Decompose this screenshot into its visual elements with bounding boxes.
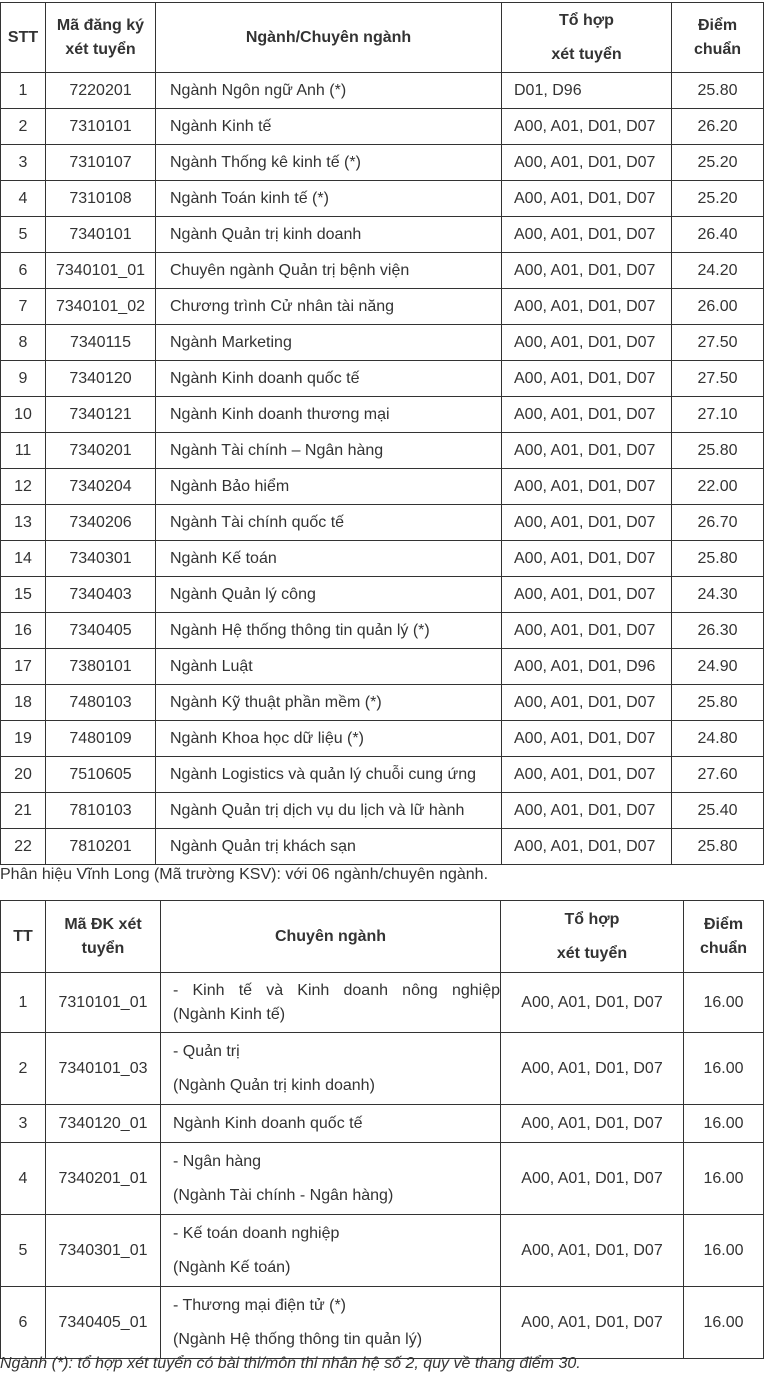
row-stt: 22 [1,829,46,865]
row-stt: 14 [1,541,46,577]
row-stt: 9 [1,361,46,397]
row-major [161,1287,501,1359]
table-row [1,469,764,505]
header-score-line1: Điểm [697,16,738,34]
row-score: 24.20 [672,253,764,289]
row-code: 7340403 [46,577,156,613]
row-combo: A00, A01, D01, D07 [502,109,672,145]
table-row [1,1215,764,1287]
table-row [1,721,764,757]
row-stt: 6 [1,253,46,289]
row-combo: A00, A01, D01, D07 [502,397,672,433]
row-combo: A00, A01, D01, D07 [501,1033,684,1105]
table-row [1,541,764,577]
table-row [1,253,764,289]
table-row [1,793,764,829]
row-code: 7220201 [46,73,156,109]
row-combo: A00, A01, D01, D07 [501,1215,684,1287]
row-score: 24.90 [672,649,764,685]
row-major: Ngành Toán kinh tế (*) [156,181,502,217]
row-major: Ngành Quản lý công [156,577,502,613]
row-tt: 3 [1,1105,46,1143]
row-major-line2: (Ngành Quản trị kinh doanh) [173,1076,375,1094]
row-code: 7340101_02 [46,289,156,325]
row-major-line2: (Ngành Kế toán) [173,1258,291,1276]
row-major-line2: (Ngành Hệ thống thông tin quản lý) [173,1330,423,1348]
row-score: 16.00 [684,1215,764,1287]
row-code: 7310101 [46,109,156,145]
row-code: 7340120 [46,361,156,397]
row-combo: A00, A01, D01, D07 [501,1105,684,1143]
row-score: 26.20 [672,109,764,145]
row-combo: D01, D96 [502,73,672,109]
row-score: 24.30 [672,577,764,613]
table-row [1,577,764,613]
row-code: 7310101_01 [46,973,161,1033]
row-major [161,1143,501,1215]
branch-caption: Phân hiệu Vĩnh Long (Mã trường KSV): với 06 ngành/chuyên ngành. [0,866,489,883]
row-major-line1: - Quản trị [173,1042,240,1060]
row-code: 7310108 [46,181,156,217]
table-row [1,649,764,685]
row-score: 16.00 [684,1033,764,1105]
row-combo: A00, A01, D01, D07 [502,289,672,325]
row-major: Ngành Bảo hiểm [156,469,502,505]
row-score: 25.80 [672,829,764,865]
row-major: Ngành Kinh doanh quốc tế [156,361,502,397]
row-tt: 1 [1,973,46,1033]
row-code: 7480109 [46,721,156,757]
row-major [161,1215,501,1287]
row-major: Ngành Quản trị kinh doanh [156,217,502,253]
row-stt: 17 [1,649,46,685]
table-row [1,181,764,217]
row-major-line2: (Ngành Tài chính - Ngân hàng) [173,1186,394,1204]
row-combo: A00, A01, D01, D07 [502,253,672,289]
row-stt: 10 [1,397,46,433]
row-score: 26.30 [672,613,764,649]
header-major: Chuyên ngành [161,901,501,973]
row-stt: 19 [1,721,46,757]
table-row [1,757,764,793]
row-combo: A00, A01, D01, D07 [502,325,672,361]
row-score: 25.80 [672,685,764,721]
row-code: 7340405_01 [46,1287,161,1359]
header-code [46,3,156,73]
row-code: 7310107 [46,145,156,181]
row-score: 26.40 [672,217,764,253]
row-stt: 13 [1,505,46,541]
header-combo-line1: Tổ hợp [564,910,620,928]
row-score: 25.20 [672,181,764,217]
row-major-line1: - Kế toán doanh nghiệp [173,1224,340,1242]
row-major: Ngành Marketing [156,325,502,361]
row-major-line1: Ngành Kinh doanh quốc tế [173,1114,363,1132]
header-tt: TT [1,901,46,973]
row-major: Ngành Quản trị khách sạn [156,829,502,865]
header-major: Ngành/Chuyên ngành [156,3,502,73]
row-code: 7340201_01 [46,1143,161,1215]
row-code: 7340101_03 [46,1033,161,1105]
table-row [1,361,764,397]
row-major: Ngành Ngôn ngữ Anh (*) [156,73,502,109]
row-code: 7340121 [46,397,156,433]
row-code: 7510605 [46,757,156,793]
row-stt: 15 [1,577,46,613]
row-stt: 5 [1,217,46,253]
header-code-line2: xét tuyển [65,40,136,58]
row-code: 7340204 [46,469,156,505]
row-major [161,973,501,1033]
row-combo: A00, A01, D01, D07 [501,1287,684,1359]
row-code: 7340206 [46,505,156,541]
row-score: 27.50 [672,325,764,361]
row-stt: 1 [1,73,46,109]
header-combo-line2: xét tuyển [556,944,628,962]
header-code-line2: tuyển [81,939,125,957]
row-major: Ngành Luật [156,649,502,685]
table-row [1,685,764,721]
header-code-line1: Mã đăng ký [56,16,145,34]
row-combo: A00, A01, D01, D07 [502,793,672,829]
row-stt: 2 [1,109,46,145]
row-combo: A00, A01, D01, D07 [502,721,672,757]
row-major: Ngành Thống kê kinh tế (*) [156,145,502,181]
branch-scores-table [0,900,764,1359]
header-score-line2: chuẩn [699,939,748,957]
row-stt: 3 [1,145,46,181]
row-code: 7810103 [46,793,156,829]
row-score: 22.00 [672,469,764,505]
row-code: 7340301_01 [46,1215,161,1287]
row-tt: 5 [1,1215,46,1287]
row-score: 25.80 [672,541,764,577]
table-row [1,325,764,361]
table-row [1,1105,764,1143]
table-row [1,73,764,109]
header-stt: STT [1,3,46,73]
row-stt: 20 [1,757,46,793]
row-combo: A00, A01, D01, D07 [502,613,672,649]
row-stt: 11 [1,433,46,469]
row-score: 27.50 [672,361,764,397]
row-score: 16.00 [684,1287,764,1359]
row-combo: A00, A01, D01, D07 [501,1143,684,1215]
row-code: 7340301 [46,541,156,577]
row-major: Chương trình Cử nhân tài năng [156,289,502,325]
row-score: 26.00 [672,289,764,325]
row-score: 27.10 [672,397,764,433]
row-tt: 2 [1,1033,46,1105]
row-major: Ngành Kinh tế [156,109,502,145]
row-code: 7340101 [46,217,156,253]
row-code: 7340405 [46,613,156,649]
row-code: 7340201 [46,433,156,469]
row-major: Ngành Tài chính quốc tế [156,505,502,541]
table-row [1,433,764,469]
row-major: Ngành Kinh doanh thương mại [156,397,502,433]
row-combo: A00, A01, D01, D07 [502,361,672,397]
row-score: 16.00 [684,973,764,1033]
header-score [684,901,764,973]
table-row [1,145,764,181]
row-code: 7340115 [46,325,156,361]
row-combo: A00, A01, D01, D07 [502,829,672,865]
row-major: Ngành Quản trị dịch vụ du lịch và lữ hành [156,793,502,829]
row-score: 27.60 [672,757,764,793]
row-stt: 8 [1,325,46,361]
admission-scores-table [0,2,764,865]
row-tt: 4 [1,1143,46,1215]
table-row [1,1287,764,1359]
row-combo: A00, A01, D01, D96 [502,649,672,685]
row-combo: A00, A01, D01, D07 [502,469,672,505]
row-score: 16.00 [684,1105,764,1143]
header-score-line2: chuẩn [693,40,742,58]
row-combo: A00, A01, D01, D07 [502,757,672,793]
row-score: 25.40 [672,793,764,829]
row-combo: A00, A01, D01, D07 [502,685,672,721]
table-row [1,973,764,1033]
table-row [1,613,764,649]
row-code: 7810201 [46,829,156,865]
header-score-line1: Điểm [703,915,744,933]
header-score [672,3,764,73]
header-combo-line2: xét tuyển [551,45,622,63]
row-combo: A00, A01, D01, D07 [502,541,672,577]
row-code: 7480103 [46,685,156,721]
header-combo [502,3,672,73]
row-major-line1: - Kinh tế và Kinh doanh nông nghiệp [173,981,500,999]
row-combo: A00, A01, D01, D07 [502,145,672,181]
row-score: 16.00 [684,1143,764,1215]
row-stt: 12 [1,469,46,505]
row-combo: A00, A01, D01, D07 [502,433,672,469]
row-combo: A00, A01, D01, D07 [502,217,672,253]
table-row [1,829,764,865]
table-row [1,397,764,433]
table-row [1,1143,764,1215]
table-row [1,289,764,325]
row-stt: 21 [1,793,46,829]
row-stt: 18 [1,685,46,721]
row-score: 26.70 [672,505,764,541]
table-header-row [1,3,764,73]
row-score: 25.80 [672,433,764,469]
row-major: Ngành Hệ thống thông tin quản lý (*) [156,613,502,649]
row-code: 7340120_01 [46,1105,161,1143]
footnote: Ngành (*): tổ hợp xét tuyển có bài thi/môn thi nhân hệ số 2, quy về thang điểm 30. [0,1355,581,1372]
row-major: Ngành Kỹ thuật phần mềm (*) [156,685,502,721]
row-stt: 4 [1,181,46,217]
row-combo: A00, A01, D01, D07 [502,577,672,613]
table-row [1,109,764,145]
row-tt: 6 [1,1287,46,1359]
header-code [46,901,161,973]
row-score: 25.80 [672,73,764,109]
row-combo: A00, A01, D01, D07 [502,181,672,217]
row-code: 7340101_01 [46,253,156,289]
row-combo: A00, A01, D01, D07 [502,505,672,541]
row-combo: A00, A01, D01, D07 [501,973,684,1033]
table-header-row [1,901,764,973]
row-code: 7380101 [46,649,156,685]
row-major [161,1105,501,1143]
row-major [161,1033,501,1105]
row-score: 24.80 [672,721,764,757]
row-major: Ngành Khoa học dữ liệu (*) [156,721,502,757]
row-major-line1: - Thương mại điện tử (*) [173,1296,347,1314]
row-major: Ngành Kế toán [156,541,502,577]
header-combo [501,901,684,973]
row-major: Ngành Logistics và quản lý chuỗi cung ứng [156,757,502,793]
row-major: Chuyên ngành Quản trị bệnh viện [156,253,502,289]
table-row [1,505,764,541]
row-major-line1: - Ngân hàng [173,1152,262,1170]
row-major: Ngành Tài chính – Ngân hàng [156,433,502,469]
header-combo-line1: Tổ hợp [559,11,614,29]
header-code-line1: Mã ĐK xét [64,915,142,933]
table-row [1,217,764,253]
row-stt: 16 [1,613,46,649]
row-score: 25.20 [672,145,764,181]
row-major-line2: (Ngành Kinh tế) [173,1005,286,1023]
table-row [1,1033,764,1105]
row-stt: 7 [1,289,46,325]
